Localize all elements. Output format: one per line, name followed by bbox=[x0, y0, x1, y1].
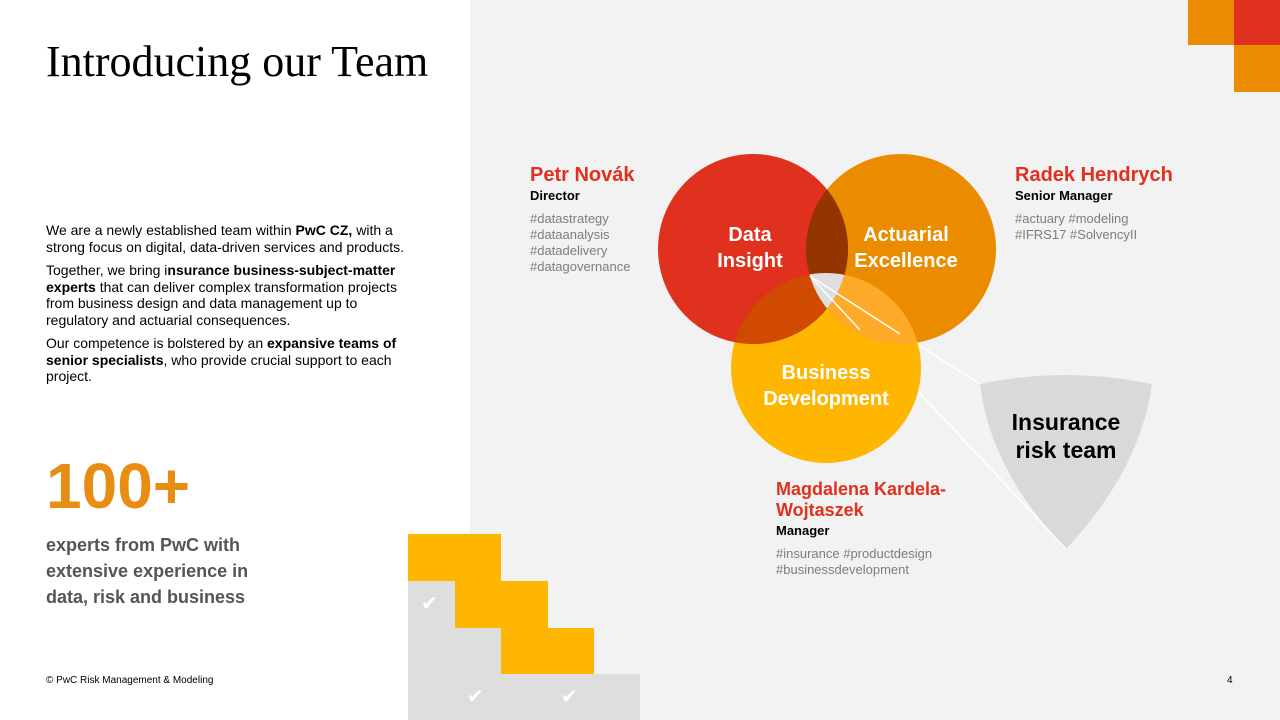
shield-label: Insurance risk team bbox=[1011, 409, 1121, 463]
person-radek-hendrych bbox=[1015, 164, 1173, 243]
person-tags: #actuary #modeling #IFRS17 #SolvencyII bbox=[1015, 211, 1138, 242]
check-icon: ✔ bbox=[561, 686, 578, 708]
person-role: Director bbox=[530, 188, 580, 203]
person-name: Magdalena Kardela-Wojtaszek bbox=[776, 479, 947, 520]
person-magdalena-kardela-wojtaszek bbox=[776, 479, 966, 578]
intro-paragraph-2: Together, we bring insurance business-subject-matter experts that can deliver complex transformation projects from business design and data management up to regulatory and actuarial consequences. bbox=[46, 262, 397, 328]
person-role: Manager bbox=[776, 523, 830, 538]
person-name: Petr Novák bbox=[530, 164, 635, 186]
intro-paragraph-1: We are a newly established team within PwC CZ, with a strong focus on digital, data-driven services and products. bbox=[46, 222, 404, 255]
person-name: Radek Hendrych bbox=[1015, 164, 1173, 186]
stat-caption: experts from PwC with extensive experience in data, risk and business bbox=[46, 535, 249, 607]
person-role: Senior Manager bbox=[1015, 188, 1113, 203]
venn-label-actuarial-excellence: Actuarial Excellence bbox=[854, 224, 958, 272]
check-icon: ✔ bbox=[467, 686, 484, 708]
person-petr-novak bbox=[530, 164, 635, 275]
person-tags: #datastrategy #dataanalysis #datadelivery #datagovernance bbox=[530, 211, 631, 274]
check-icon: ✔ bbox=[421, 593, 438, 615]
footer-copyright: © PwC Risk Management & Modeling bbox=[46, 675, 214, 686]
stat-value: 100+ bbox=[46, 450, 191, 522]
page-number: 4 bbox=[1227, 675, 1233, 686]
person-tags: #insurance #productdesign #businessdevelopment bbox=[776, 546, 933, 577]
intro-paragraph-3: Our competence is bolstered by an expansive teams of senior specialists, who provide crucial support to each project. bbox=[46, 335, 397, 384]
venn-label-business-development: Business Development bbox=[763, 362, 889, 410]
venn-label-data-insight: Data Insight bbox=[717, 224, 783, 272]
slide-title: Introducing our Team bbox=[46, 37, 429, 86]
